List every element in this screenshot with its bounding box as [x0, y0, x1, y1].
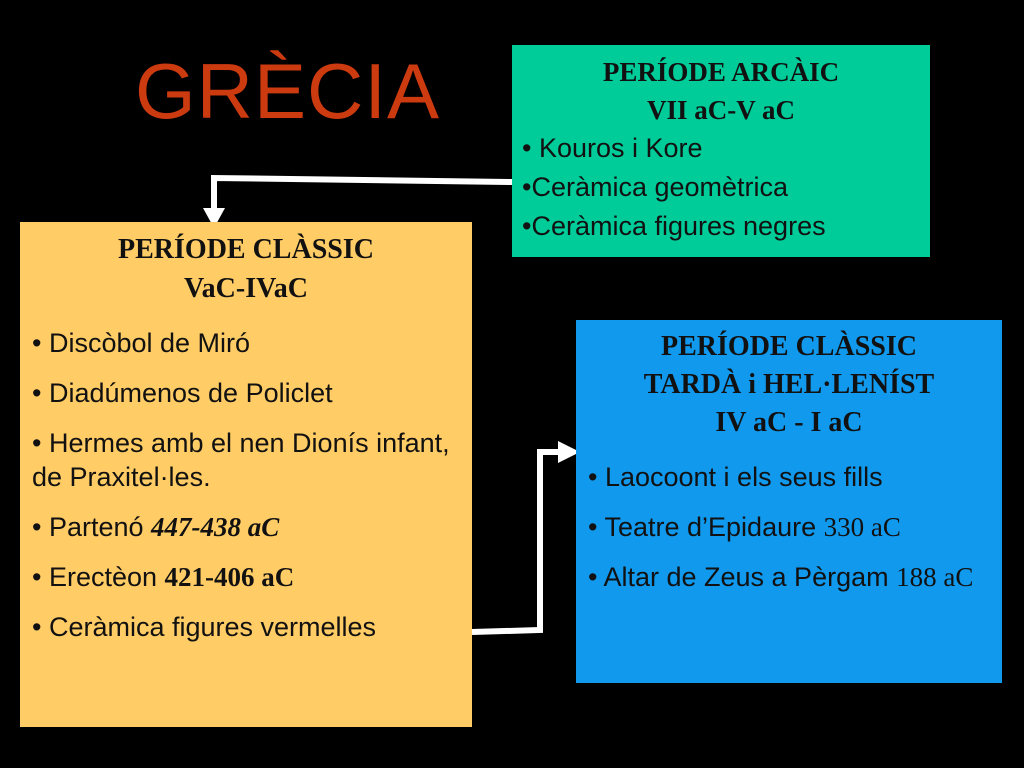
classic-item-text: • Partenó	[32, 512, 152, 542]
classic-item-date: 447-438 aC	[151, 512, 280, 542]
late-item-list	[588, 460, 990, 594]
late-item-text: • Laocoont i els seus fills	[588, 462, 883, 492]
archaic-heading-dates: VII aC-V aC	[646, 95, 795, 125]
late-item-text: • Altar de Zeus a Pèrgam	[588, 562, 897, 592]
classic-item	[32, 376, 460, 410]
archaic-period-box	[512, 45, 930, 257]
arrow-archaic-to-classic	[214, 178, 512, 212]
classic-item	[32, 610, 460, 644]
late-classic-period-box	[576, 320, 1002, 683]
classic-item	[32, 560, 460, 594]
late-item-text: • Teatre d’Epidaure	[588, 512, 824, 542]
classic-heading-name: PERÍODE CLÀSSIC	[118, 234, 374, 265]
classic-item-date: 421-406 aC	[164, 562, 295, 592]
classic-item	[32, 510, 460, 544]
classic-item-text: • Hermes amb el nen Dionís infant, de Praxitel·les.	[32, 428, 450, 492]
archaic-item: •Ceràmica figures negres	[522, 211, 826, 241]
late-heading-subname: TARDÀ i HEL·LENÍST	[643, 369, 935, 400]
archaic-item: • Kouros i Kore	[522, 133, 703, 163]
classic-item-text: • Erectèon	[32, 562, 165, 592]
late-item	[588, 510, 990, 544]
late-item	[588, 460, 990, 494]
classic-item-text: • Diadúmenos de Policlet	[32, 378, 333, 408]
late-heading-name: PERÍODE CLÀSSIC	[661, 331, 917, 362]
slide-title: GRÈCIA	[135, 47, 441, 135]
classic-item	[32, 326, 460, 360]
classic-heading-dates: VaC-IVaC	[184, 273, 308, 304]
classic-item-text: • Discòbol de Miró	[32, 328, 251, 358]
arrow-classic-to-late	[472, 452, 562, 632]
late-item	[588, 560, 990, 594]
archaic-heading-name: PERÍODE ARCÀIC	[602, 57, 840, 87]
late-item-date: 188 aC	[896, 562, 974, 592]
classic-period-box	[20, 222, 472, 727]
late-item-date: 330 aC	[823, 512, 901, 542]
archaic-item: •Ceràmica geomètrica	[522, 172, 789, 202]
classic-item	[32, 426, 460, 494]
classic-item-list	[32, 326, 460, 644]
late-heading-dates: IV aC - I aC	[715, 407, 863, 438]
classic-item-text: • Ceràmica figures vermelles	[32, 612, 377, 642]
